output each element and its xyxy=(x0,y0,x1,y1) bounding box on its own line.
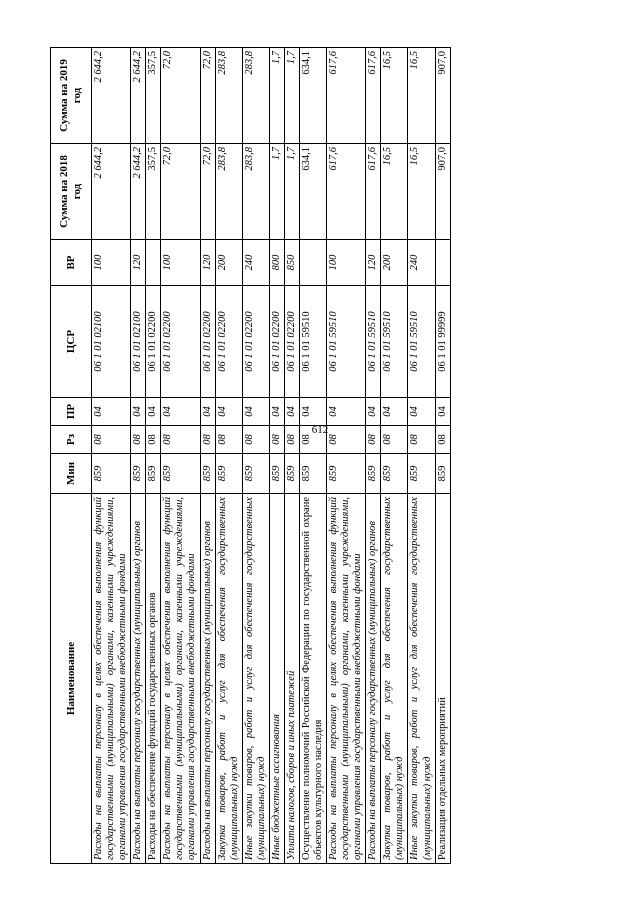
table-row xyxy=(284,48,299,864)
cell-csr: 06 1 01 59510 xyxy=(408,286,435,398)
cell-pr: 04 xyxy=(327,398,366,426)
cell-rz: 08 xyxy=(200,426,215,454)
table-row xyxy=(408,48,435,864)
header-min: Мин xyxy=(51,454,92,494)
cell-name: Иные бюджетные ассигнования xyxy=(269,494,284,864)
cell-sum-2019: 617,6 xyxy=(327,48,366,144)
cell-min: 859 xyxy=(215,454,242,494)
cell-csr: 06 1 01 59510 xyxy=(366,286,381,398)
cell-pr: 04 xyxy=(381,398,408,426)
cell-sum-2018: 2 644,2 xyxy=(92,144,131,240)
cell-rz: 08 xyxy=(408,426,435,454)
cell-sum-2019: 283,8 xyxy=(215,48,242,144)
cell-min: 859 xyxy=(242,454,269,494)
cell-pr: 04 xyxy=(215,398,242,426)
cell-name: Осуществление полномочий Российской Федерации по государственной охране объектов культурного наследия xyxy=(299,494,326,864)
cell-name: Расходы на выплаты персоналу государственных (муниципальных) органов xyxy=(366,494,381,864)
cell-pr: 04 xyxy=(408,398,435,426)
cell-csr: 06 1 01 59510 xyxy=(381,286,408,398)
cell-sum-2019: 16,5 xyxy=(408,48,435,144)
cell-vr: 120 xyxy=(366,240,381,286)
header-name: Наименование xyxy=(51,494,92,864)
table-row xyxy=(161,48,200,864)
cell-rz: 08 xyxy=(284,426,299,454)
cell-vr xyxy=(435,240,450,286)
cell-name: Расходы на выплаты персоналу в целях обеспечения выполнения функций государственными (муниципальными) органами, казенными учреждениями, органами управления государственными внебюджетными фондами xyxy=(327,494,366,864)
cell-sum-2019: 1,7 xyxy=(269,48,284,144)
cell-min: 859 xyxy=(200,454,215,494)
page-number: 612 xyxy=(311,424,329,436)
cell-min: 859 xyxy=(269,454,284,494)
table-row xyxy=(299,48,326,864)
cell-sum-2018: 617,6 xyxy=(327,144,366,240)
cell-pr: 04 xyxy=(146,398,161,426)
cell-min: 859 xyxy=(284,454,299,494)
cell-vr: 100 xyxy=(327,240,366,286)
cell-csr: 06 1 01 59510 xyxy=(327,286,366,398)
cell-csr: 06 1 01 02200 xyxy=(269,286,284,398)
cell-sum-2018: 907,0 xyxy=(435,144,450,240)
cell-min: 859 xyxy=(161,454,200,494)
cell-vr: 240 xyxy=(408,240,435,286)
cell-rz: 08 xyxy=(435,426,450,454)
cell-pr: 04 xyxy=(242,398,269,426)
budget-table-container xyxy=(50,48,590,864)
cell-sum-2018: 72,0 xyxy=(200,144,215,240)
cell-rz: 08 xyxy=(327,426,366,454)
budget-table xyxy=(50,47,451,864)
cell-rz: 08 xyxy=(215,426,242,454)
cell-sum-2018: 1,7 xyxy=(284,144,299,240)
cell-csr: 06 1 01 02200 xyxy=(242,286,269,398)
cell-sum-2019: 2 644,2 xyxy=(131,48,146,144)
cell-name: Расходы на выплаты персоналу в целях обеспечения выполнения функций государственными (муниципальными) органами, казенными учреждениями, органами управления государственными внебюджетными фондами xyxy=(92,494,131,864)
cell-name: Расходы на выплаты персоналу государственных (муниципальных) органов xyxy=(131,494,146,864)
cell-sum-2018: 357,5 xyxy=(146,144,161,240)
cell-vr: 100 xyxy=(161,240,200,286)
table-row xyxy=(327,48,366,864)
cell-csr: 06 1 01 02200 xyxy=(161,286,200,398)
cell-min: 859 xyxy=(408,454,435,494)
cell-min: 859 xyxy=(435,454,450,494)
cell-sum-2019: 16,5 xyxy=(381,48,408,144)
cell-name: Уплата налогов, сборов и иных платежей xyxy=(284,494,299,864)
cell-rz: 08 xyxy=(146,426,161,454)
cell-sum-2019: 617,6 xyxy=(366,48,381,144)
cell-vr xyxy=(299,240,326,286)
cell-csr: 06 1 01 02200 xyxy=(200,286,215,398)
cell-csr: 06 1 01 02200 xyxy=(146,286,161,398)
cell-rz: 08 xyxy=(299,426,326,454)
cell-sum-2019: 907,0 xyxy=(435,48,450,144)
cell-min: 859 xyxy=(131,454,146,494)
cell-name: Закупка товаров, работ и услуг для обеспечения государственных (муниципальных) нужд xyxy=(215,494,242,864)
cell-rz: 08 xyxy=(366,426,381,454)
table-row xyxy=(146,48,161,864)
cell-name: Реализация отдельных мероприятий xyxy=(435,494,450,864)
header-pr: ПР xyxy=(51,398,92,426)
cell-sum-2018: 16,5 xyxy=(408,144,435,240)
cell-rz: 08 xyxy=(92,426,131,454)
table-row xyxy=(200,48,215,864)
cell-min: 859 xyxy=(327,454,366,494)
table-row xyxy=(242,48,269,864)
cell-vr: 100 xyxy=(92,240,131,286)
cell-rz: 08 xyxy=(161,426,200,454)
cell-sum-2018: 16,5 xyxy=(381,144,408,240)
cell-sum-2018: 634,1 xyxy=(299,144,326,240)
cell-rz: 08 xyxy=(269,426,284,454)
cell-sum-2019: 357,5 xyxy=(146,48,161,144)
table-body xyxy=(92,48,451,864)
cell-name: Расходы на выплаты персоналу государственных (муниципальных) органов xyxy=(200,494,215,864)
cell-pr: 04 xyxy=(366,398,381,426)
cell-min: 859 xyxy=(381,454,408,494)
cell-csr: 06 1 01 02100 xyxy=(131,286,146,398)
cell-name: Закупка товаров, работ и услуг для обеспечения государственных (муниципальных) нужд xyxy=(381,494,408,864)
cell-name: Расходы на обеспечение функций государственных органов xyxy=(146,494,161,864)
cell-sum-2019: 634,1 xyxy=(299,48,326,144)
cell-sum-2018: 2 644,2 xyxy=(131,144,146,240)
cell-sum-2018: 283,8 xyxy=(215,144,242,240)
cell-min: 859 xyxy=(366,454,381,494)
table-row xyxy=(215,48,242,864)
header-sum-2019: Сумма на 2019 год xyxy=(51,48,92,144)
cell-vr: 240 xyxy=(242,240,269,286)
header-sum-2018: Сумма на 2018 год xyxy=(51,144,92,240)
cell-csr: 06 1 01 59510 xyxy=(299,286,326,398)
rotated-page-content xyxy=(50,48,590,864)
header-csr: ЦСР xyxy=(51,286,92,398)
table-row xyxy=(366,48,381,864)
cell-sum-2019: 72,0 xyxy=(161,48,200,144)
cell-vr: 200 xyxy=(381,240,408,286)
cell-min: 859 xyxy=(146,454,161,494)
cell-name: Иные закупки товаров, работ и услуг для обеспечения государственных (муниципальных) нужд xyxy=(242,494,269,864)
cell-csr: 06 1 01 02200 xyxy=(284,286,299,398)
cell-pr: 04 xyxy=(269,398,284,426)
cell-csr: 06 1 01 99999 xyxy=(435,286,450,398)
cell-sum-2019: 283,8 xyxy=(242,48,269,144)
table-row xyxy=(381,48,408,864)
cell-vr: 120 xyxy=(131,240,146,286)
cell-rz: 08 xyxy=(381,426,408,454)
cell-pr: 04 xyxy=(284,398,299,426)
cell-sum-2018: 283,8 xyxy=(242,144,269,240)
cell-sum-2019: 2 644,2 xyxy=(92,48,131,144)
cell-pr: 04 xyxy=(131,398,146,426)
cell-csr: 06 1 01 02100 xyxy=(92,286,131,398)
table-header xyxy=(51,48,92,864)
cell-pr: 04 xyxy=(92,398,131,426)
table-row xyxy=(92,48,131,864)
cell-rz: 08 xyxy=(131,426,146,454)
cell-sum-2019: 72,0 xyxy=(200,48,215,144)
table-row xyxy=(269,48,284,864)
cell-sum-2018: 617,6 xyxy=(366,144,381,240)
cell-vr: 800 xyxy=(269,240,284,286)
cell-min: 859 xyxy=(299,454,326,494)
cell-csr: 06 1 01 02200 xyxy=(215,286,242,398)
header-vr: ВР xyxy=(51,240,92,286)
cell-pr: 04 xyxy=(435,398,450,426)
cell-sum-2018: 72,0 xyxy=(161,144,200,240)
cell-vr xyxy=(146,240,161,286)
cell-sum-2018: 1,7 xyxy=(269,144,284,240)
cell-vr: 200 xyxy=(215,240,242,286)
cell-rz: 08 xyxy=(242,426,269,454)
table-row xyxy=(131,48,146,864)
table-row xyxy=(435,48,450,864)
cell-min: 859 xyxy=(92,454,131,494)
cell-name: Расходы на выплаты персоналу в целях обеспечения выполнения функций государственными (муниципальными) органами, казенными учреждениями, органами управления государственными внебюджетными фондами xyxy=(161,494,200,864)
cell-pr: 04 xyxy=(161,398,200,426)
cell-sum-2019: 1,7 xyxy=(284,48,299,144)
cell-vr: 120 xyxy=(200,240,215,286)
cell-vr: 850 xyxy=(284,240,299,286)
cell-pr: 04 xyxy=(299,398,326,426)
header-rz: Рз xyxy=(51,426,92,454)
cell-name: Иные закупки товаров, работ и услуг для обеспечения государственных (муниципальных) нужд xyxy=(408,494,435,864)
header-row xyxy=(51,48,92,864)
cell-pr: 04 xyxy=(200,398,215,426)
